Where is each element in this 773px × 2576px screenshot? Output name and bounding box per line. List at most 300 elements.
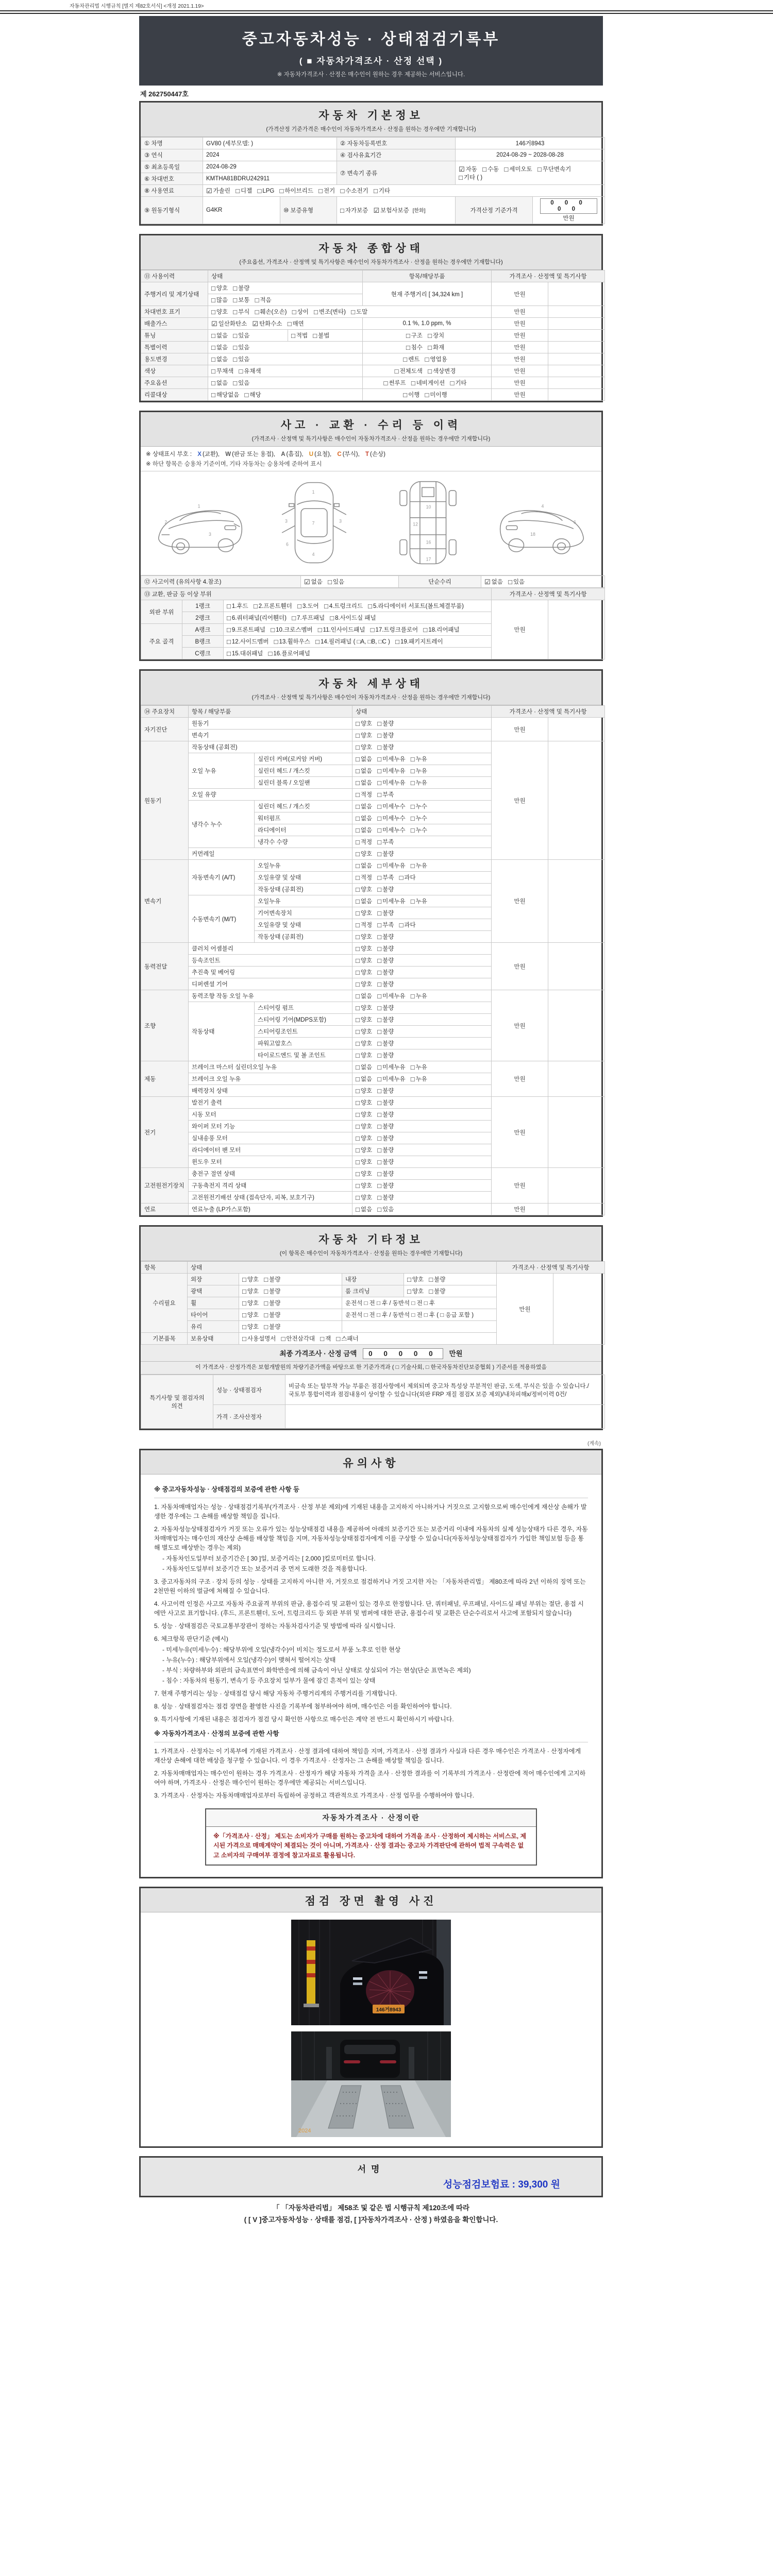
checkbox-option[interactable]: □ 없음 [356,755,373,763]
checkbox-option[interactable]: □ 불량 [377,1111,394,1118]
checkbox-option[interactable]: □ 양호 [356,1123,373,1130]
svg-text:3: 3 [209,531,212,537]
checkbox-option[interactable]: □ 미세누유 [377,767,406,775]
unchecked-box-icon: □ [406,344,410,351]
unchecked-box-icon: □ [377,945,382,953]
checkbox-option[interactable]: □ 불량 [429,1276,446,1283]
unchecked-box-icon: □ [373,187,378,195]
unchecked-box-icon: □ [377,1123,382,1130]
detailed-title: 자동차 세부상태 [318,678,424,690]
price-basis-line: 이 가격조사 · 산정가격은 보험개발원의 차량기준가액을 바탕으로 한 기준가격과 ( □ 기술사회, □ 한국자동차진단보증협회 ) 기준서를 적용하였음 [141,1362,601,1375]
notice-subitem: - 미세누유(미세누수) : 해당부위에 오일(냉각수)이 비치는 정도로서 부품 노후로 인한 현상 [162,1646,401,1653]
car-diagram-front-quarter[interactable] [149,476,250,571]
checkbox-option[interactable]: □ 기타 [373,187,391,195]
section-basic-info [139,101,603,226]
accident-header [141,412,601,447]
checkbox-option[interactable]: □ 자가보증 [340,207,368,214]
checkbox-option[interactable]: □ 1.후드 [227,602,248,610]
checkbox-option[interactable]: □ 불량 [377,909,394,917]
unchecked-box-icon: □ [356,767,360,775]
checkbox-option[interactable]: □ 양호 [356,886,373,893]
checkbox-option[interactable]: □ 10.크로스멤버 [271,626,313,634]
engine-oil-amount: 오일 유량 [189,789,352,801]
document-number: 제 262750447호 [140,90,189,98]
price-option-subtitle: ( ■ 자동차가격조사 · 산정 선택 ) [299,56,443,66]
car-diagram-top-view[interactable] [264,476,364,571]
checkbox-option[interactable]: □ 미세누유 [377,862,406,870]
checkbox-option[interactable]: □ 불량 [264,1323,281,1331]
checkbox-option[interactable]: □ 누유 [410,992,427,1000]
checkbox-option[interactable]: ☑ 없음 [484,578,503,586]
checkbox-option[interactable]: □ 양호 [356,1040,373,1047]
checkbox-option[interactable]: □ 양호 [356,1052,373,1059]
unchecked-box-icon: □ [377,732,382,739]
checkbox-option[interactable]: □ 수동 [482,165,499,173]
checkbox-option[interactable]: □ 적정 [356,921,373,929]
checkbox-option[interactable]: □ 스패너 [336,1335,359,1343]
checkbox-option[interactable]: □ 누수 [410,815,427,822]
checkbox-option[interactable]: □ 없음 [356,1063,373,1071]
checkbox-option[interactable]: □ 양호 [356,980,373,988]
signature-title: 서명 [357,2164,385,2175]
checkbox-option[interactable]: □ 19.패키지트레이 [395,638,443,646]
checkbox-option[interactable]: □ 15.대쉬패널 [227,650,263,657]
checkbox-option[interactable]: ☑ 일산화탄소 [211,320,247,328]
checkbox-option[interactable]: □ 양호 [211,284,228,292]
checkbox-option[interactable]: □ 16.플로어패널 [268,650,310,657]
checkbox-option[interactable]: □ 양호 [356,850,373,858]
checkbox-option[interactable]: □ 양호 [356,1170,373,1178]
checkbox-option[interactable]: □ 6.쿼터패널(리어휀더) [227,614,287,622]
checkbox-option[interactable]: □ 미세누유 [377,992,406,1000]
accident-subtitle: (가격조사 · 산정액 및 특기사항은 매수인이 자동차가격조사 · 산정을 원하는 경우에만 기재합니다) [251,436,491,442]
row-interior: 내장 [342,1274,404,1285]
checkbox-option[interactable]: □ 3.도어 [297,602,319,610]
checkbox-option[interactable]: □ 양호 [242,1311,259,1319]
device-brake: 제동 [141,1061,189,1097]
engine-price: 만원 [492,741,548,860]
checkbox-option[interactable]: □ 있음 [508,578,525,586]
recall-item-checks [363,389,492,401]
checkbox-option[interactable]: □ 있음 [233,355,250,363]
car-diagram-rear-quarter[interactable] [492,476,593,571]
checkbox-option[interactable]: □ 양호 [356,1099,373,1107]
checkbox-option[interactable]: □ 불량 [377,957,394,964]
checkbox-option[interactable]: □ 7.루프패널 [292,614,325,622]
checkbox-option[interactable]: □ 적정 [356,791,373,799]
checkbox-option[interactable]: □ 양호 [356,945,373,953]
checkbox-option[interactable]: □ 5.라디에이터 서포트(볼트체결부품) [368,602,464,610]
checkbox-option[interactable]: □ 불량 [377,969,394,976]
checkbox-option[interactable]: □ 양호 [242,1299,259,1307]
checkbox-option[interactable]: □ 불량 [377,1170,394,1178]
final-amount-label: 최종 가격조사 · 산정 금액 [279,1350,357,1358]
checkbox-option[interactable]: ☑ 보험사보증 [373,207,409,214]
checkbox-option[interactable]: □ 양호 [356,1087,373,1095]
brake-r1-checks [352,1061,492,1073]
photo-rear-on-lift[interactable] [291,2031,451,2137]
checkbox-option[interactable]: □ 매연 [287,320,304,328]
unchecked-box-icon: □ [242,1287,246,1295]
unchecked-box-icon: □ [377,791,382,799]
checkbox-option[interactable]: □ 불량 [377,1087,394,1095]
basic-info-subtitle: (가격산정 기준가격은 매수인이 자동차가격조사 · 산정을 원하는 경우에만 기재합니다) [266,126,476,132]
checkbox-option[interactable]: □ 누유 [410,862,427,870]
elec-r6-checks [352,1156,492,1168]
unchecked-box-icon: □ [287,320,292,328]
unchecked-box-icon: □ [264,1276,268,1283]
unchecked-box-icon: □ [410,897,415,905]
unchecked-box-icon: □ [377,933,382,941]
checkbox-option[interactable]: □ LPG [257,187,275,195]
hv-note [548,1168,605,1204]
checkbox-option[interactable]: □ 적정 [356,874,373,882]
checkbox-option[interactable]: □ 없음 [356,826,373,834]
checkbox-option[interactable]: □ 양호 [242,1323,259,1331]
checked-box-icon: ☑ [252,320,259,328]
rank1-label: 1랭크 [182,600,224,612]
checkbox-option[interactable]: □ 없음 [356,779,373,787]
unchecked-box-icon: □ [314,308,318,316]
checkbox-option[interactable]: □ 양호 [356,1028,373,1036]
checkbox-option[interactable]: □ 양호 [356,969,373,976]
checkbox-option[interactable]: □ 불량 [377,1052,394,1059]
top-divider [0,10,773,14]
fuel-type-checks [203,185,605,197]
checkbox-option[interactable]: □ 렌트 [403,355,420,363]
checkbox-option[interactable]: □ 2.프론트휀더 [253,602,292,610]
checkbox-option[interactable]: □ 4.트렁크리드 [324,602,363,610]
unchecked-box-icon: □ [236,187,240,195]
checkbox-option[interactable]: □ 없음 [211,355,228,363]
checkbox-option[interactable]: □ 변조(변타) [314,308,346,316]
checkbox-option[interactable]: □ 누유 [410,1075,427,1083]
checkbox-option[interactable]: □ 없음 [356,767,373,775]
checkbox-option[interactable]: □ 불량 [377,720,394,727]
hv-r1-checks [352,1168,492,1180]
checkbox-option[interactable]: □ 14.필러패널 ( □A, □B, □C ) [315,638,390,646]
checkbox-option[interactable]: □ 없음 [356,803,373,810]
checkbox-option[interactable]: □ 전체도색 [394,367,423,375]
unchecked-box-icon: □ [227,626,231,634]
unchecked-box-icon: □ [377,743,382,751]
checkbox-option[interactable]: □ 이행 [403,391,420,399]
elec-r2-checks [352,1109,492,1121]
unchecked-box-icon: □ [356,874,360,882]
svg-text:6: 6 [285,541,289,547]
inspection-insurance-fee: 성능점검보험료 : 39,300 원 [443,2179,560,2191]
unchecked-box-icon: □ [227,602,231,610]
checkbox-option[interactable]: □ 없음 [356,897,373,905]
unchecked-box-icon: □ [211,379,215,387]
checkbox-option[interactable]: □ 없음 [356,1206,373,1213]
checkbox-option[interactable]: □ 침수 [406,344,423,351]
unchecked-box-icon: □ [410,779,415,787]
checkbox-option[interactable]: □ 없음 [211,344,228,351]
price-option-note: ※ 자동차가격조사 · 산정은 매수인이 원하는 경우 제공하는 서비스입니다. [277,72,465,78]
checkbox-option[interactable]: □ 불량 [429,1287,446,1295]
checkbox-option[interactable]: □ 수소전기 [340,187,368,195]
checkbox-option[interactable]: □ 색상변경 [428,367,456,375]
checkbox-option[interactable]: □ 불량 [377,1016,394,1024]
checkbox-option[interactable]: □ 18.리어패널 [423,626,460,634]
checkbox-option[interactable]: □ 불량 [264,1311,281,1319]
outer-panel-group: 외판 부위 [141,600,182,624]
checkbox-option[interactable]: □ 불량 [377,980,394,988]
checkbox-option[interactable]: □ 양호 [356,1182,373,1190]
checkbox-option[interactable]: □ 무채색 [211,367,234,375]
checkbox-option[interactable]: □ 미세누유 [377,779,406,787]
checkbox-option[interactable]: □ 적법 [291,332,308,340]
checkbox-option[interactable]: □ 미세누수 [377,815,406,822]
checkbox-option[interactable]: □ 잭 [320,1335,331,1343]
checkbox-option[interactable]: □ 양호 [356,1016,373,1024]
checkbox-option[interactable]: □ 불법 [313,332,330,340]
checkbox-option[interactable]: □ 11.인사이드패널 [317,626,365,634]
checkbox-option[interactable]: □ 양호 [356,732,373,739]
checkbox-option[interactable]: □ 불량 [377,1099,394,1107]
usage-price: 만원 [492,353,548,365]
hv-price: 만원 [492,1168,548,1204]
row-vin-label: 차대번호 표기 [141,306,208,318]
unchecked-box-icon: □ [377,779,382,787]
unchecked-box-icon: □ [233,308,238,316]
unchecked-box-icon: □ [377,1134,382,1142]
photo-front-engine-bay[interactable] [291,1920,451,2025]
checkbox-option[interactable]: □ 부족 [377,921,394,929]
checkbox-option[interactable]: □ 적정 [356,838,373,846]
checkbox-option[interactable]: □ 양호 [356,1004,373,1012]
checkbox-option[interactable]: □ 불량 [377,1182,394,1190]
checkbox-option[interactable]: □ 보통 [233,296,250,304]
unchecked-box-icon: □ [356,957,360,964]
checkbox-option[interactable]: □ 양호 [356,1158,373,1166]
checkbox-option[interactable]: □ 양호 [356,1111,373,1118]
unchecked-box-icon: □ [377,1087,382,1095]
checkbox-option[interactable]: ☑ 없음 [304,578,323,586]
checkbox-option[interactable]: □ 누유 [410,767,427,775]
checkbox-option[interactable]: □ 있음 [233,344,250,351]
notice-subitem: - 누유(누수) : 해당부위에서 오일(냉각수)이 맺혀서 떨어지는 상태 [162,1656,336,1664]
checkbox-option[interactable]: ☑ 탄화수소 [252,320,282,328]
checkbox-option[interactable]: ☑ 가솔린 [206,187,230,195]
unchecked-box-icon: □ [340,207,344,214]
checkbox-option[interactable]: □ 불량 [377,933,394,941]
checkbox-option[interactable]: □ 없음 [356,1075,373,1083]
checkbox-option[interactable]: □ 양호 [356,957,373,964]
checkbox-option[interactable]: □ 불량 [377,732,394,739]
unchecked-box-icon: □ [233,284,238,292]
car-diagram-underside[interactable] [378,476,478,571]
checkbox-option[interactable]: □ 장치 [428,332,445,340]
row-gloss: 광택 [188,1285,239,1297]
checkbox-option[interactable]: □ 미세누수 [377,826,406,834]
unchecked-box-icon: □ [410,767,415,775]
unchecked-box-icon: □ [351,308,356,316]
checkbox-option[interactable]: □ 불량 [264,1287,281,1295]
checkbox-option[interactable]: □ 있음 [377,1206,394,1213]
checkbox-option[interactable]: □ 디젤 [236,187,253,195]
unchecked-box-icon: □ [242,1335,246,1343]
unchecked-box-icon: □ [377,1206,382,1213]
checkbox-option[interactable]: □ 양호 [407,1287,424,1295]
checkbox-option[interactable]: □ 미세누수 [377,803,406,810]
checkbox-option[interactable]: □ 부족 [377,874,394,882]
checkbox-option[interactable]: □ 유채색 [239,367,261,375]
unchecked-box-icon: □ [377,1182,382,1190]
checkbox-option[interactable]: □ 있음 [233,379,250,387]
checkbox-option[interactable]: □ 화재 [428,344,445,351]
checkbox-option[interactable]: □ 불량 [377,1004,394,1012]
unchecked-box-icon: □ [399,921,404,929]
checkbox-option[interactable]: ☑ 자동 [459,165,477,173]
checkbox-option[interactable]: □ 불량 [377,1146,394,1154]
unchecked-box-icon: □ [356,886,360,893]
checkbox-option[interactable]: □ 양호 [242,1276,259,1283]
svg-text:4: 4 [312,551,315,557]
section-photos [139,1887,603,2148]
checkbox-option[interactable]: □ 불량 [377,1194,394,1201]
interior-checks [404,1274,497,1285]
checkbox-option[interactable]: □ 세미오토 [504,165,532,173]
checkbox-option[interactable]: □ 불량 [377,1040,394,1047]
row-option-label: 주요옵션 [141,377,208,389]
checkbox-option[interactable]: □ 전기 [318,187,335,195]
checkbox-option[interactable]: □ 상이 [292,308,309,316]
checkbox-option[interactable]: □ 많음 [211,296,228,304]
notice-item: 8. 성능 · 상태점검자는 점검 장면을 촬영한 사진을 기록부에 첨부하여야 하며, 매수인은 이를 확인하여야 합니다. [154,1702,452,1710]
notice-item: 6. 체크항목 판단기준 (예시) [154,1635,228,1642]
checkbox-option[interactable]: □ 없음 [356,815,373,822]
unchecked-box-icon: □ [227,650,231,657]
checkbox-option[interactable]: □ 불량 [377,886,394,893]
checkbox-option[interactable]: □ 양호 [211,308,228,316]
checkbox-option[interactable]: □ 기타 ( ) [459,173,483,181]
checkbox-option[interactable]: □ 네비게이션 [411,379,445,387]
checkbox-option[interactable]: □ 있음 [233,332,250,340]
checkbox-option[interactable]: □ 양호 [356,1146,373,1154]
detailed-table [141,705,605,1215]
checkbox-option[interactable]: □ 불량 [377,1158,394,1166]
checkbox-option[interactable]: □ 13.휠하우스 [274,638,310,646]
checkbox-option[interactable]: □ 17.트렁크플로어 [370,626,418,634]
checkbox-option[interactable]: □ 불량 [377,1028,394,1036]
checkbox-option[interactable]: □ 양호 [356,1134,373,1142]
checkbox-option[interactable]: □ 없음 [211,379,228,387]
checkbox-option[interactable]: □ 8.사이드실 패널 [330,614,376,622]
value-base-price [533,197,605,224]
mileage-price: 만원 [492,282,548,306]
checkbox-option[interactable]: □ 사용설명서 [242,1335,276,1343]
checkbox-option[interactable]: □ 양호 [356,720,373,727]
checkbox-option[interactable]: □ 부족 [377,838,394,846]
checkbox-option[interactable]: □ 불량 [264,1276,281,1283]
checkbox-option[interactable]: □ 기타 [450,379,467,387]
checkbox-option[interactable]: □ 과다 [399,921,416,929]
checkbox-option[interactable]: □ 미세누유 [377,897,406,905]
unchecked-box-icon: □ [377,1063,382,1071]
checkbox-option[interactable]: □ 안전삼각대 [281,1335,315,1343]
checkbox-option[interactable]: □ 누수 [410,803,427,810]
unchecked-box-icon: □ [428,344,432,351]
checkbox-option[interactable]: □ 불량 [377,850,394,858]
checkbox-option[interactable]: □ 부식 [233,308,250,316]
checkbox-option[interactable]: □ 해당 [244,391,261,399]
checkbox-option[interactable]: □ 미세누유 [377,1075,406,1083]
checkbox-option[interactable]: □ 구조 [406,332,423,340]
checkbox-option[interactable]: □ 미이행 [425,391,447,399]
checkbox-option[interactable]: □ 불량 [264,1299,281,1307]
unchecked-box-icon: □ [356,897,360,905]
checkbox-option[interactable]: □ 불량 [377,1134,394,1142]
unchecked-box-icon: □ [450,379,455,387]
unchecked-box-icon: □ [356,779,360,787]
unchecked-box-icon: □ [291,332,295,340]
checkbox-option[interactable]: □ 없음 [356,992,373,1000]
unchecked-box-icon: □ [428,367,432,375]
checkbox-option[interactable]: □ 썬루프 [383,379,406,387]
checkbox-option[interactable]: □ 누유 [410,779,427,787]
checkbox-option[interactable]: □ 누유 [410,1063,427,1071]
checkbox-option[interactable]: □ 양호 [242,1287,259,1295]
svg-text:1: 1 [312,489,315,495]
checkbox-option[interactable]: □ 누유 [410,755,427,763]
tire-checks [239,1309,342,1321]
engine-cool-sub1-checks [352,801,492,812]
notice-subitem: - 침수 : 자동차의 원동기, 변속기 등 주요장치 일부가 물에 잠긴 흔적이 있는 상태 [162,1676,376,1684]
checkbox-option[interactable]: □ 영업용 [425,355,447,363]
engine-oil-sub2: 실린더 헤드 / 개스킷 [255,765,352,777]
checkbox-option[interactable]: □ 있음 [328,578,345,586]
checkbox-option[interactable]: □ 양호 [356,909,373,917]
notice-item: 2. 자동차성능상태점검자가 거짓 또는 오류가 있는 성능상태점검 내용을 제공하여 아래의 보증기간 또는 보증거리 이내에 자동차의 실제 성능상태가 다른 경우, 자동차매매업자는 매수인의 재산상 손해를 배상할 책임을 지며, 자동차성능상태점검자에게 이를 구상할 수 있습니다(자동차성능상태점검자가 가입한 책임보험 등을 통해 별도로 배상받는 경우는 제외) [154,1525,588,1551]
checkbox-option[interactable]: □ 없음 [211,332,228,340]
checkbox-option[interactable]: □ 적음 [255,296,272,304]
detailed-header [141,671,601,705]
checkbox-option[interactable]: □ 해당없음 [211,391,240,399]
checkbox-option[interactable]: □ 불량 [377,945,394,953]
trans-note [548,860,605,943]
checkbox-option[interactable]: □ 누유 [410,897,427,905]
checkbox-option[interactable]: □ 양호 [356,933,373,941]
unchecked-box-icon: □ [410,815,415,822]
checkbox-option[interactable]: □ 과다 [399,874,416,882]
checkbox-option[interactable]: □ 부족 [377,791,394,799]
checkbox-option[interactable]: □ 미세누유 [377,755,406,763]
checkbox-option[interactable]: □ 불량 [377,1123,394,1130]
checkbox-option[interactable]: □ 미세누유 [377,1063,406,1071]
checkbox-option[interactable]: □ 누수 [410,826,427,834]
other-table [141,1261,605,1345]
checkbox-option[interactable]: □ 하이브리드 [279,187,313,195]
unchecked-box-icon: □ [255,308,259,316]
rank1-checks [224,600,492,612]
checkbox-option[interactable]: □ 무단변속기 [537,165,572,173]
checkbox-option[interactable]: □ 도말 [351,308,368,316]
checkbox-option[interactable]: □ 불량 [377,743,394,751]
checkbox-option[interactable]: □ 양호 [356,1194,373,1201]
label-fuel-type: ⑧ 사용연료 [141,185,203,197]
unchecked-box-icon: □ [377,850,382,858]
checkbox-option[interactable]: □ 불량 [233,284,250,292]
checkbox-option[interactable]: □ 양호 [407,1276,424,1283]
checkbox-option[interactable]: □ 훼손(오손) [255,308,287,316]
checkbox-option[interactable]: □ 12.사이드멤버 [227,638,269,646]
checkbox-option[interactable]: □ 없음 [356,862,373,870]
checkbox-option[interactable]: □ 9.프론트패널 [227,626,265,634]
unchecked-box-icon: □ [403,391,408,399]
checkbox-option[interactable]: □ 양호 [356,743,373,751]
